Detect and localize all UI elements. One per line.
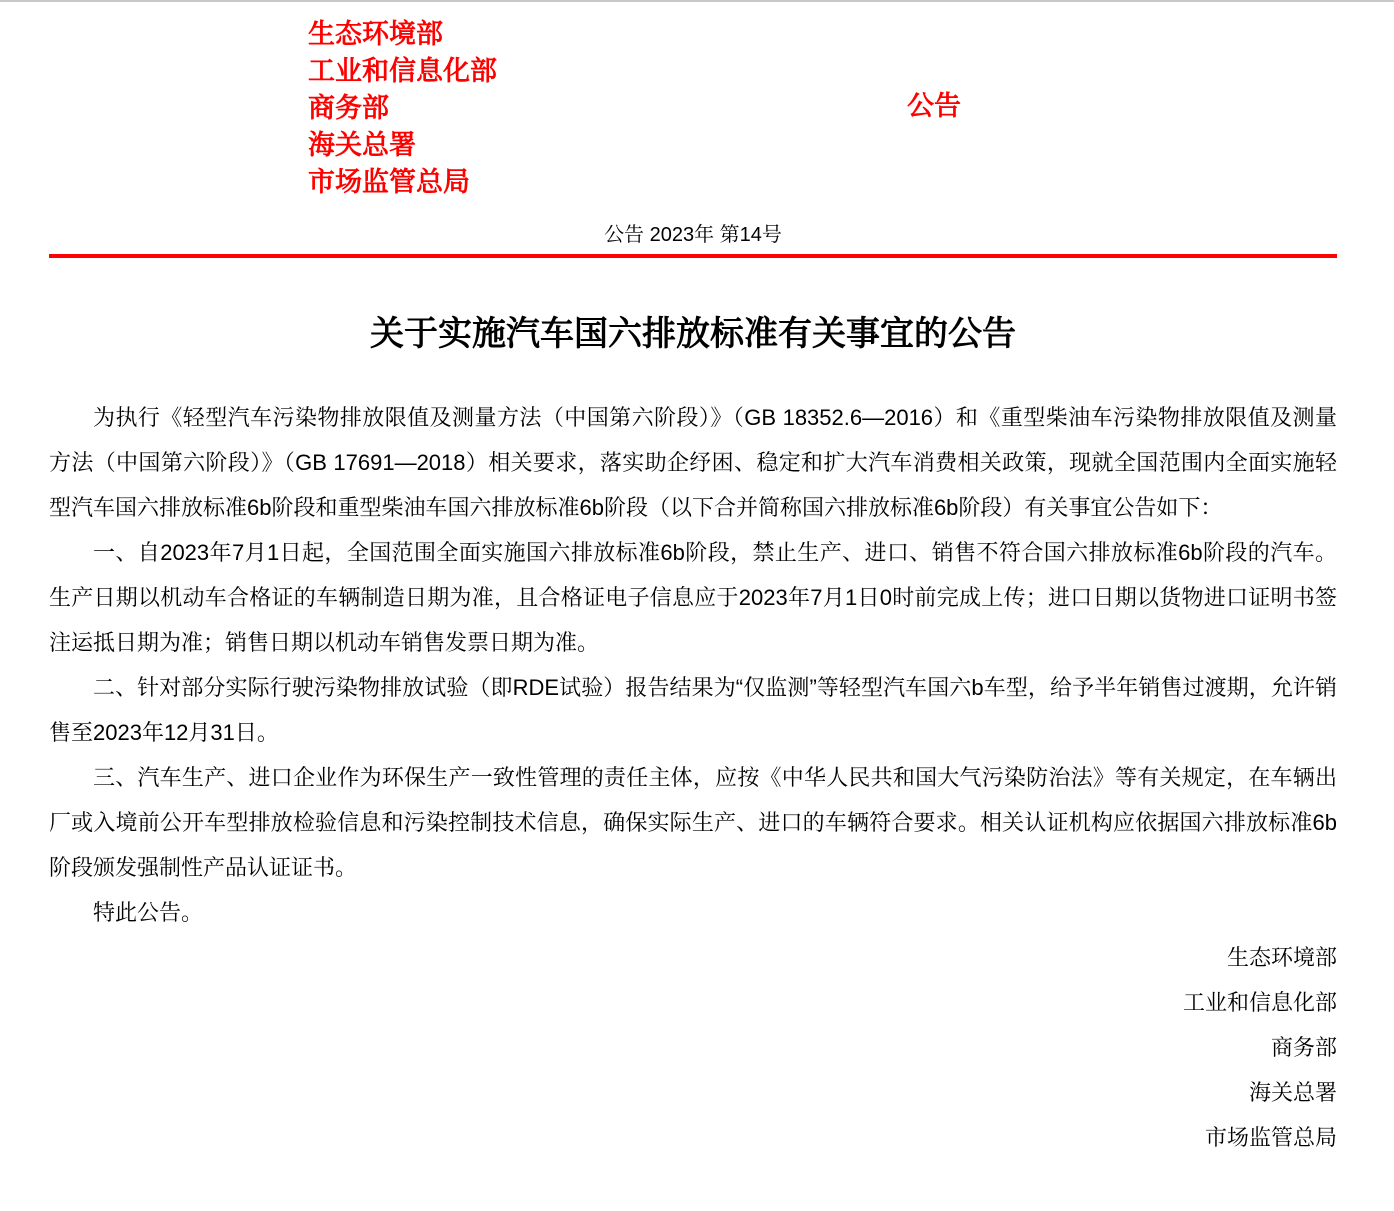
signature-agency: 海关总署 [1248, 1080, 1337, 1105]
body-paragraph: 一、自2023年7月1日起，全国范围全面实施国六排放标准6b阶段，禁止生产、进口、销售不符合国六排放标准6b阶段的汽车。生产日期以机动车合格证的车辆制造日期为准，且合格证电子信息应于2023年7月1日0时前完成上传；进口日期以货物进口证明书签注运抵日期为准；销售日期以机动车销售发票日期为准。 [49, 540, 1337, 655]
announcement-label: 公告 [907, 91, 961, 121]
signature-agency: 生态环境部 [1226, 945, 1337, 970]
signature-block [49, 935, 1337, 1160]
doc-number: 公告 2023年 第14号 [604, 224, 782, 246]
page-title: 关于实施汽车国六排放标准有关事宜的公告 [370, 315, 1016, 353]
doc-body [49, 395, 1337, 1160]
signature-agency: 工业和信息化部 [1182, 990, 1337, 1015]
header-agency: 工业和信息化部 [308, 56, 497, 86]
header-agency: 海关总署 [308, 130, 416, 160]
header-agency: 市场监管总局 [308, 167, 470, 197]
header-agency: 生态环境部 [308, 19, 443, 49]
header-agency-list [308, 16, 497, 201]
red-divider [49, 254, 1337, 258]
body-paragraph: 为执行《轻型汽车污染物排放限值及测量方法（中国第六阶段）》（GB 18352.6—2016）和《重型柴油车污染物排放限值及测量方法（中国第六阶段）》（GB 17691—2018）相关要求，落实助企纾困、稳定和扩大汽车消费相关政策，现就全国范围内全面实施轻型汽车国六排放标准6b阶段和重型柴油车国六排放标准6b阶段（以下合并简称国六排放标准6b阶段）有关事宜公告如下： [49, 405, 1337, 520]
header-agency: 商务部 [308, 93, 389, 123]
closing-line: 特此公告。 [93, 900, 204, 925]
signature-agency: 市场监管总局 [1204, 1125, 1337, 1150]
signature-agency: 商务部 [1270, 1035, 1337, 1060]
body-paragraph: 三、汽车生产、进口企业作为环保生产一致性管理的责任主体，应按《中华人民共和国大气污染防治法》等有关规定，在车辆出厂或入境前公开车型排放检验信息和污染控制技术信息，确保实际生产、进口的车辆符合要求。相关认证机构应依据国六排放标准6b阶段颁发强制性产品认证证书。 [49, 765, 1337, 880]
body-paragraph: 二、针对部分实际行驶污染物排放试验（即RDE试验）报告结果为“仅监测”等轻型汽车国六b车型，给予半年销售过渡期，允许销售至2023年12月31日。 [49, 675, 1337, 745]
